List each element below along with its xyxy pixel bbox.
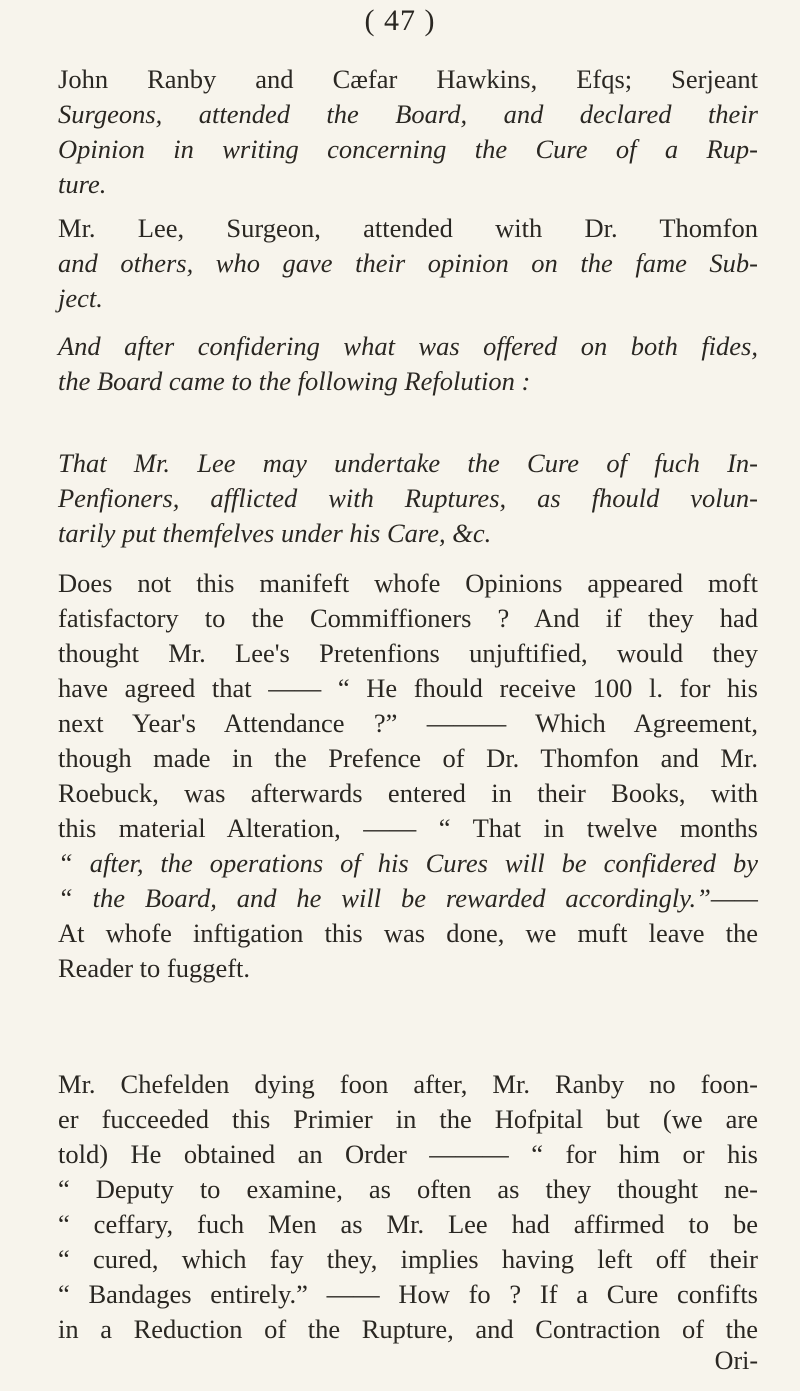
- text-line: in a Reduction of the Rupture, and Contraction of the: [58, 1314, 758, 1344]
- text-line: That Mr. Lee may undertake the Cure of fuch In-: [58, 448, 758, 478]
- catchword: Ori-: [714, 1346, 758, 1375]
- text-line: “ ceffary, fuch Men as Mr. Lee had affirmed to be: [58, 1209, 758, 1239]
- text-line: next Year's Attendance ?” ——— Which Agreement,: [58, 708, 758, 738]
- paragraph-ranby-hawkins: [58, 62, 758, 202]
- text-line: the Board came to the following Refolution :: [58, 366, 531, 396]
- text-line: told) He obtained an Order ——— “ for him or his: [58, 1139, 758, 1169]
- text-line: ject.: [58, 283, 103, 313]
- paragraph-resolution-intro: [58, 329, 758, 399]
- text-line: fatisfactory to the Commiffioners ? And if they had: [58, 603, 758, 633]
- text-line: Mr. Chefelden dying foon after, Mr. Ranby no foon-: [58, 1069, 758, 1099]
- text-line: Penfioners, afflicted with Ruptures, as fhould volun-: [58, 483, 758, 513]
- text-line: “ cured, which fay they, implies having left off their: [58, 1244, 758, 1274]
- paragraph-lee-attended: [58, 211, 758, 316]
- text-line: have agreed that —— “ He fhould receive 100 l. for his: [58, 673, 758, 703]
- text-line: ture.: [58, 169, 107, 199]
- text-line: Reader to fuggeft.: [58, 953, 251, 983]
- text-line: “ Bandages entirely.” —— How fo ? If a Cure confifts: [58, 1279, 758, 1309]
- text-line: and others, who gave their opinion on the fame Sub-: [58, 248, 758, 278]
- text-line: Does not this manifeft whofe Opinions appeared moft: [58, 568, 758, 598]
- paragraph-resolution: [58, 446, 758, 551]
- text-line: Opinion in writing concerning the Cure of a Rup-: [58, 134, 758, 164]
- text-line: thought Mr. Lee's Pretenfions unjuftified, would they: [58, 638, 758, 668]
- text-line: At whofe inftigation this was done, we muft leave the: [58, 918, 758, 948]
- text-line: er fucceeded this Primier in the Hofpital but (we are: [58, 1104, 758, 1134]
- paragraph-cheselden: [58, 1067, 758, 1347]
- page-number: ( 47 ): [364, 4, 436, 37]
- text-line: tarily put themfelves under his Care, &c.: [58, 518, 492, 548]
- text-line: though made in the Prefence of Dr. Thomfon and Mr.: [58, 743, 758, 773]
- text-line: John Ranby and Cæfar Hawkins, Efqs; Serjeant: [58, 64, 758, 94]
- text-line: Surgeons, attended the Board, and declared their: [58, 99, 758, 129]
- text-line: Mr. Lee, Surgeon, attended with Dr. Thomfon: [58, 213, 758, 243]
- paragraph-commissioners: [58, 566, 758, 986]
- text-line: “ the Board, and he will be rewarded accordingly.”——: [58, 883, 758, 913]
- text-line: Roebuck, was afterwards entered in their Books, with: [58, 778, 758, 808]
- text-line: “ after, the operations of his Cures will be confidered by: [58, 848, 758, 878]
- text-line: And after confidering what was offered on both fides,: [58, 331, 758, 361]
- text-line: this material Alteration, —— “ That in twelve months: [58, 813, 758, 843]
- text-line: “ Deputy to examine, as often as they thought ne-: [58, 1174, 758, 1204]
